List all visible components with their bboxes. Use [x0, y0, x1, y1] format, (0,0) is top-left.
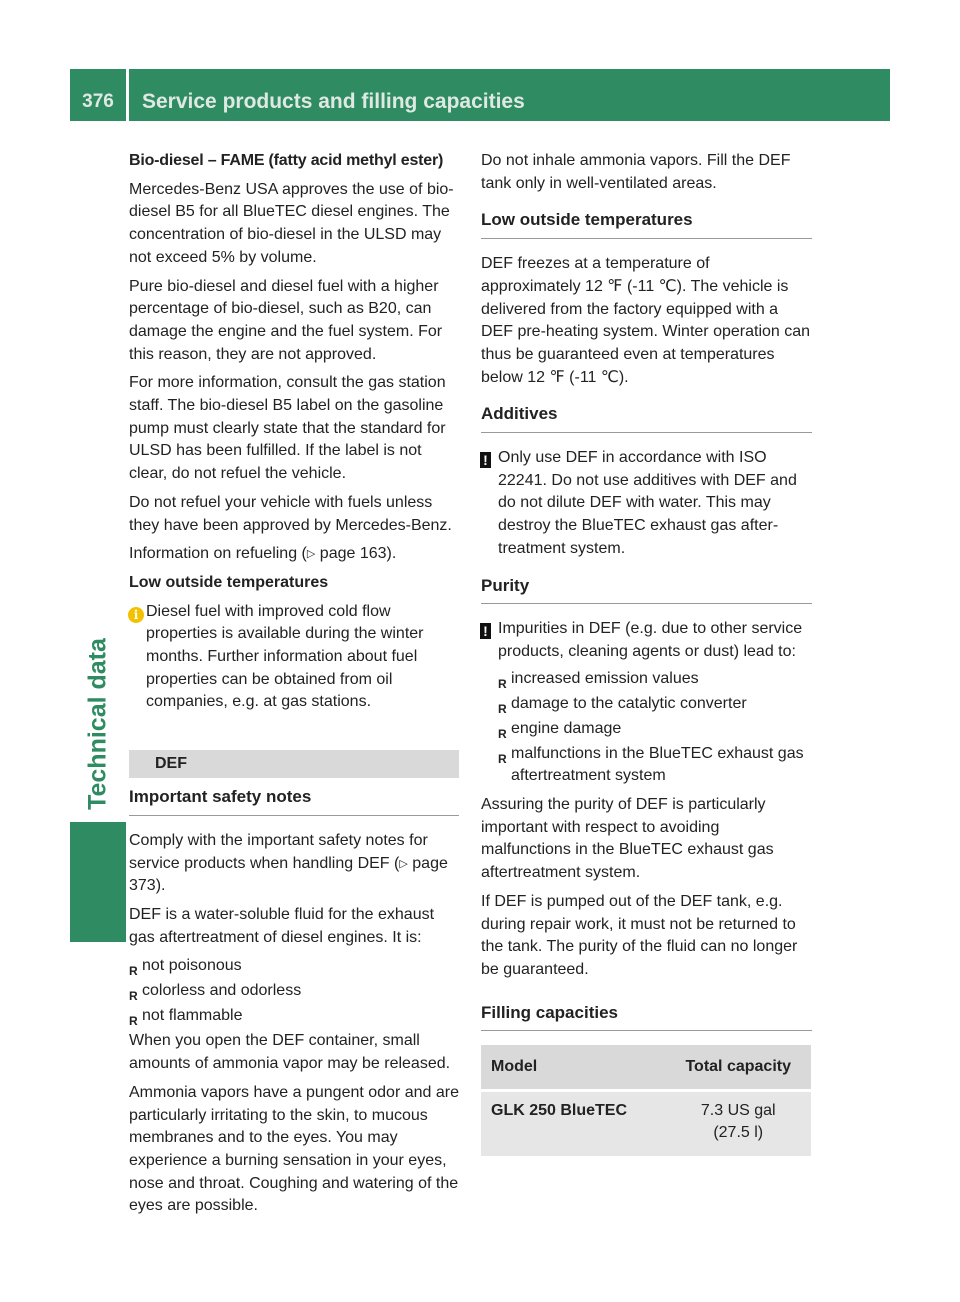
purity-warning-text: Impurities in DEF (e.g. due to other service products, cleaning agents or dust) lead to: [498, 620, 803, 660]
safety-page-link[interactable]: page 373 [129, 854, 448, 895]
biodiesel-paragraph-2: Pure bio-diesel and diesel fuel with a higher percentage of bio-diesel, such as B20, can damage the engine and the fuel system. For this reason, they are not approved. [129, 277, 443, 363]
page-reference-arrow-icon: ▷ [306, 548, 316, 561]
list-item: R colorless and odorless [129, 980, 459, 1003]
safety-paragraph-4: Ammonia vapors have a pungent odor and are particularly irritating to the skin, to mucous membranes and to the eyes. You may experience a burning sensation in your eyes, nose and throat. Coughing and watering of the eyes are possible. [129, 1083, 459, 1215]
additives-warning [481, 447, 812, 561]
filling-capacities-heading: Filling capacities [481, 1002, 812, 1032]
column-header-model: Model [481, 1045, 665, 1089]
low-temp-heading-left: Low outside temperatures [129, 573, 329, 591]
bullet-icon: R [129, 964, 138, 979]
low-temp-heading-right: Low outside temperatures [481, 209, 812, 239]
bullet-icon: R [498, 676, 507, 691]
biodiesel-paragraph-3: For more information, consult the gas station staff. The bio-diesel B5 label on the gasoline pump must clearly state that the standard for ULSD has been fulfilled. If the label is not clear, do not refuel the vehicle. [129, 374, 446, 483]
page-title: Service products and filling capacities [142, 90, 525, 113]
left-column [129, 150, 459, 1224]
list-item: R malfunctions in the BlueTEC exhaust gas aftertreatment system [498, 744, 804, 785]
bullet-icon: R [498, 726, 507, 741]
list-item: R engine damage [498, 718, 812, 741]
list-item: R damage to the catalytic converter [498, 693, 812, 716]
cell-capacity [665, 1089, 811, 1156]
purity-warning [481, 618, 812, 788]
page-number: 376 [82, 91, 114, 112]
capacity-liters: (27.5 l) [713, 1124, 764, 1142]
right-column [481, 150, 812, 1156]
capacity-us-gal: 7.3 US gal [700, 1102, 776, 1120]
refueling-page-link[interactable]: page 163 [319, 545, 387, 563]
page-reference-arrow-icon: ▷ [399, 857, 408, 870]
biodiesel-paragraph-1: Mercedes-Benz USA approves the use of bio-diesel B5 for all BlueTEC diesel engines. The concentration of bio-diesel in the ULSD may not exceed 5% by volume. [129, 180, 454, 266]
purity-paragraph-2: If DEF is pumped out of the DEF tank, e.g. during repair work, it must not be returned to the tank. The purity of the fluid can no longer be guaranteed. [481, 892, 798, 978]
cell-model: GLK 250 BlueTEC [481, 1089, 665, 1156]
refueling-reference-suffix: ). [386, 545, 397, 563]
list-item: R increased emission values [498, 668, 812, 691]
chapter-tab-label: Technical data [83, 638, 112, 810]
header-divider [126, 69, 129, 121]
bullet-icon: R [498, 701, 507, 716]
biodiesel-heading: Bio-diesel – FAME (fatty acid methyl ester) [129, 152, 444, 169]
purity-consequences-list [498, 668, 812, 788]
info-note [129, 601, 459, 715]
bullet-icon: R [498, 751, 507, 766]
ammonia-paragraph: Do not inhale ammonia vapors. Fill the DEF tank only in well-ventilated areas. [481, 152, 791, 192]
safety-paragraph-1-prefix: Comply with the important safety notes for service products when handling DEF ( [129, 831, 428, 872]
biodiesel-paragraph-4: Do not refuel your vehicle with fuels unless they have been approved by Mercedes-Benz. [129, 493, 452, 534]
info-icon: i [128, 604, 144, 627]
bullet-icon: R [129, 1014, 138, 1029]
table-row [481, 1089, 811, 1156]
def-properties-list [129, 955, 459, 1028]
filling-capacities-table [481, 1045, 811, 1156]
additives-heading: Additives [481, 403, 812, 433]
bullet-icon: R [129, 989, 138, 1004]
safety-paragraph-3: When you open the DEF container, small amounts of ammonia vapor may be released. [129, 1032, 451, 1073]
safety-paragraph-2: DEF is a water-soluble fluid for the exhaust gas aftertreatment of diesel engines. It is: [129, 905, 435, 946]
list-item: R not flammable [129, 1005, 459, 1028]
low-temp-paragraph: DEF freezes at a temperature of approximately 12 ℉ (-11 ℃). The vehicle is delivered from the factory equipped with a DEF pre-heating system. Winter operation can thus be guaranteed even at temperatures below 12 ℉ (-11 ℃). [481, 255, 811, 386]
list-item: R not poisonous [129, 955, 459, 978]
section-bar-def: DEF [129, 750, 459, 778]
column-header-capacity: Total capacity [665, 1045, 811, 1089]
refueling-reference [129, 543, 459, 566]
additives-warning-text: Only use DEF in accordance with ISO 22241. Do not use additives with DEF and do not dilute DEF with water. This may destroy the BlueTEC exhaust gas after-treatment system. [498, 449, 797, 557]
safety-paragraph-1-suffix: ). [155, 877, 166, 895]
purity-heading: Purity [481, 575, 812, 605]
chapter-tab-marker [70, 822, 126, 942]
purity-paragraph-1: Assuring the purity of DEF is particularly important with respect to avoiding malfunctions in the BlueTEC exhaust gas aftertreatment system. [481, 796, 774, 882]
info-note-text: Diesel fuel with improved cold flow properties is available during the winter months. Further information about fuel properties can be obtained from oil companies, e.g. at gas stations. [146, 602, 424, 711]
table-header-row [481, 1045, 811, 1089]
safety-paragraph-1 [129, 830, 459, 898]
refueling-reference-prefix: Information on refueling ( [129, 545, 307, 563]
warning-icon: ! [480, 621, 491, 644]
safety-notes-heading: Important safety notes [129, 786, 459, 816]
warning-icon: ! [480, 450, 491, 473]
